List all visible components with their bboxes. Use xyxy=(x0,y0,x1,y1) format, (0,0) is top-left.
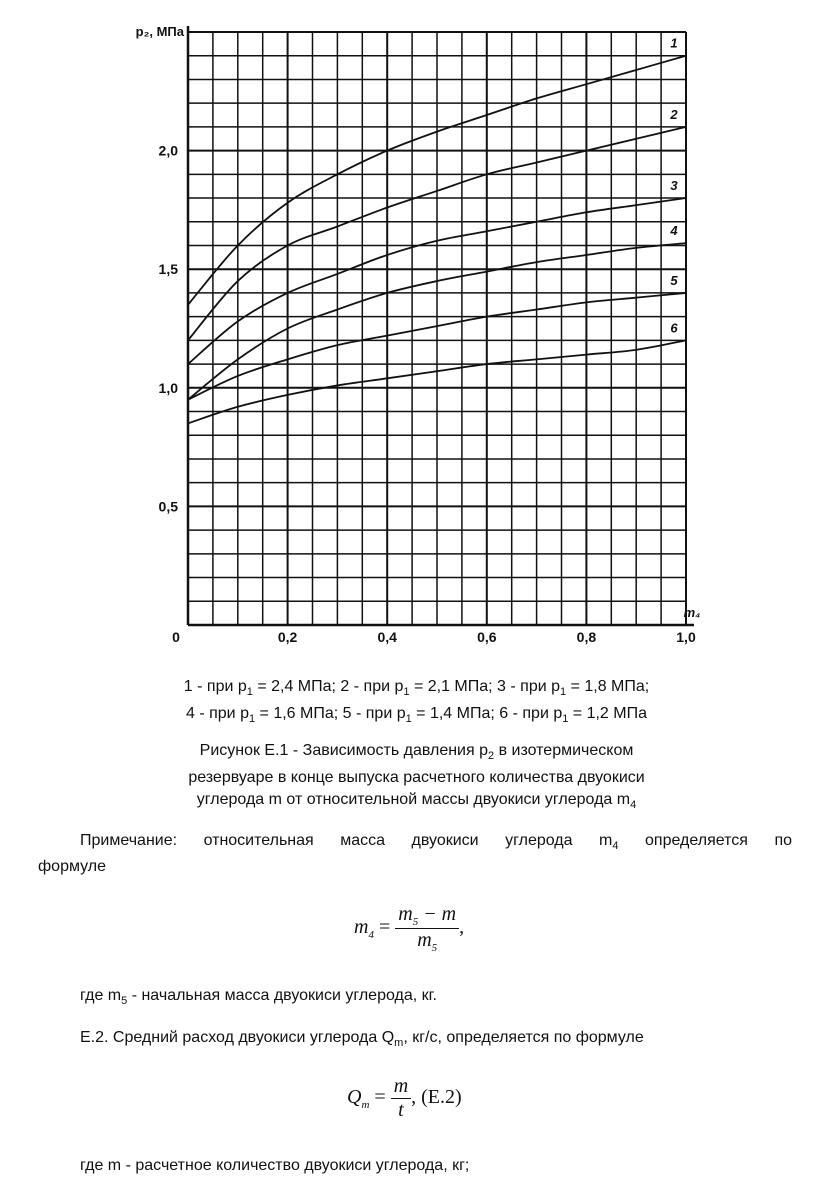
formula-m4: $m_4$ = $\frac{m_5 - m}{m_5}$ , xyxy=(354,903,465,954)
series-label-2: 2 xyxy=(670,106,678,122)
series-label-3: 3 xyxy=(670,178,678,194)
caption-line-1: Рисунок Е.1 - Зависимость давления $p_2$ в изотермическом xyxy=(199,742,634,763)
series-label-4: 4 xyxy=(670,223,678,239)
formula-qm: $Q_m$ = $\frac{m}{t}$ , (Е.2) xyxy=(347,1075,462,1121)
formula-qm-fraction: $\frac{m}{t}$ xyxy=(391,1075,411,1122)
note-paragraph-cont: формуле xyxy=(38,858,107,875)
y-tick-label: 2,0 xyxy=(158,142,178,159)
caption-line-3: углерода m от относительной массы двуокиси углерода $m_4$ xyxy=(196,791,637,812)
x-tick-label: 0,8 xyxy=(576,629,597,645)
x-tick-label: 0,2 xyxy=(277,629,298,645)
where-m5: где $m_5$ - начальная масса двуокиси углерода, кг. xyxy=(80,987,437,1008)
series-label-6: 6 xyxy=(670,320,678,336)
origin-label: 0 xyxy=(172,629,180,645)
where-m: где m - расчетное количество двуокиси углерода, кг; xyxy=(80,1157,470,1174)
x-tick-label: 1,0 xyxy=(676,629,696,645)
legend-line-1: 1 - при $p_1 = 2,4$ МПа; 2 - при $p_1 = 2,1$ МПа; 3 - при $p_1 = 1,8$ МПа; xyxy=(183,678,650,699)
y-axis-title: p₂, МПа xyxy=(135,24,184,39)
x-axis-title: m₄ xyxy=(683,605,701,620)
formula-m4-fraction: $\frac{m_5 - m}{m_5}$ xyxy=(395,903,459,954)
series-label-5: 5 xyxy=(670,272,678,288)
y-tick-label: 0,5 xyxy=(158,498,178,515)
figure-caption xyxy=(0,740,833,816)
series-label-1: 1 xyxy=(670,35,678,51)
section-e2: Е.2. Средний расход двуокиси углерода $Q_m$, кг/с, определяется по формуле xyxy=(80,1029,644,1050)
x-tick-label: 0,4 xyxy=(377,629,397,645)
x-tick-label: 0,6 xyxy=(477,629,497,645)
y-tick-label: 1,0 xyxy=(158,379,178,396)
legend-line-2: 4 - при $p_1 = 1,6$ МПа; 5 - при $p_1 = 1,4$ МПа; 6 - при $p_1 = 1,2$ МПа xyxy=(186,705,647,726)
y-tick-label: 1,5 xyxy=(158,261,178,278)
note-paragraph: Примечание: относительная масса двуокиси углерода $m_4$ определяется по xyxy=(80,832,793,853)
chart-legend xyxy=(0,676,833,730)
caption-line-2: резервуаре в конце выпуска расчетного количества двуокиси xyxy=(188,769,645,787)
